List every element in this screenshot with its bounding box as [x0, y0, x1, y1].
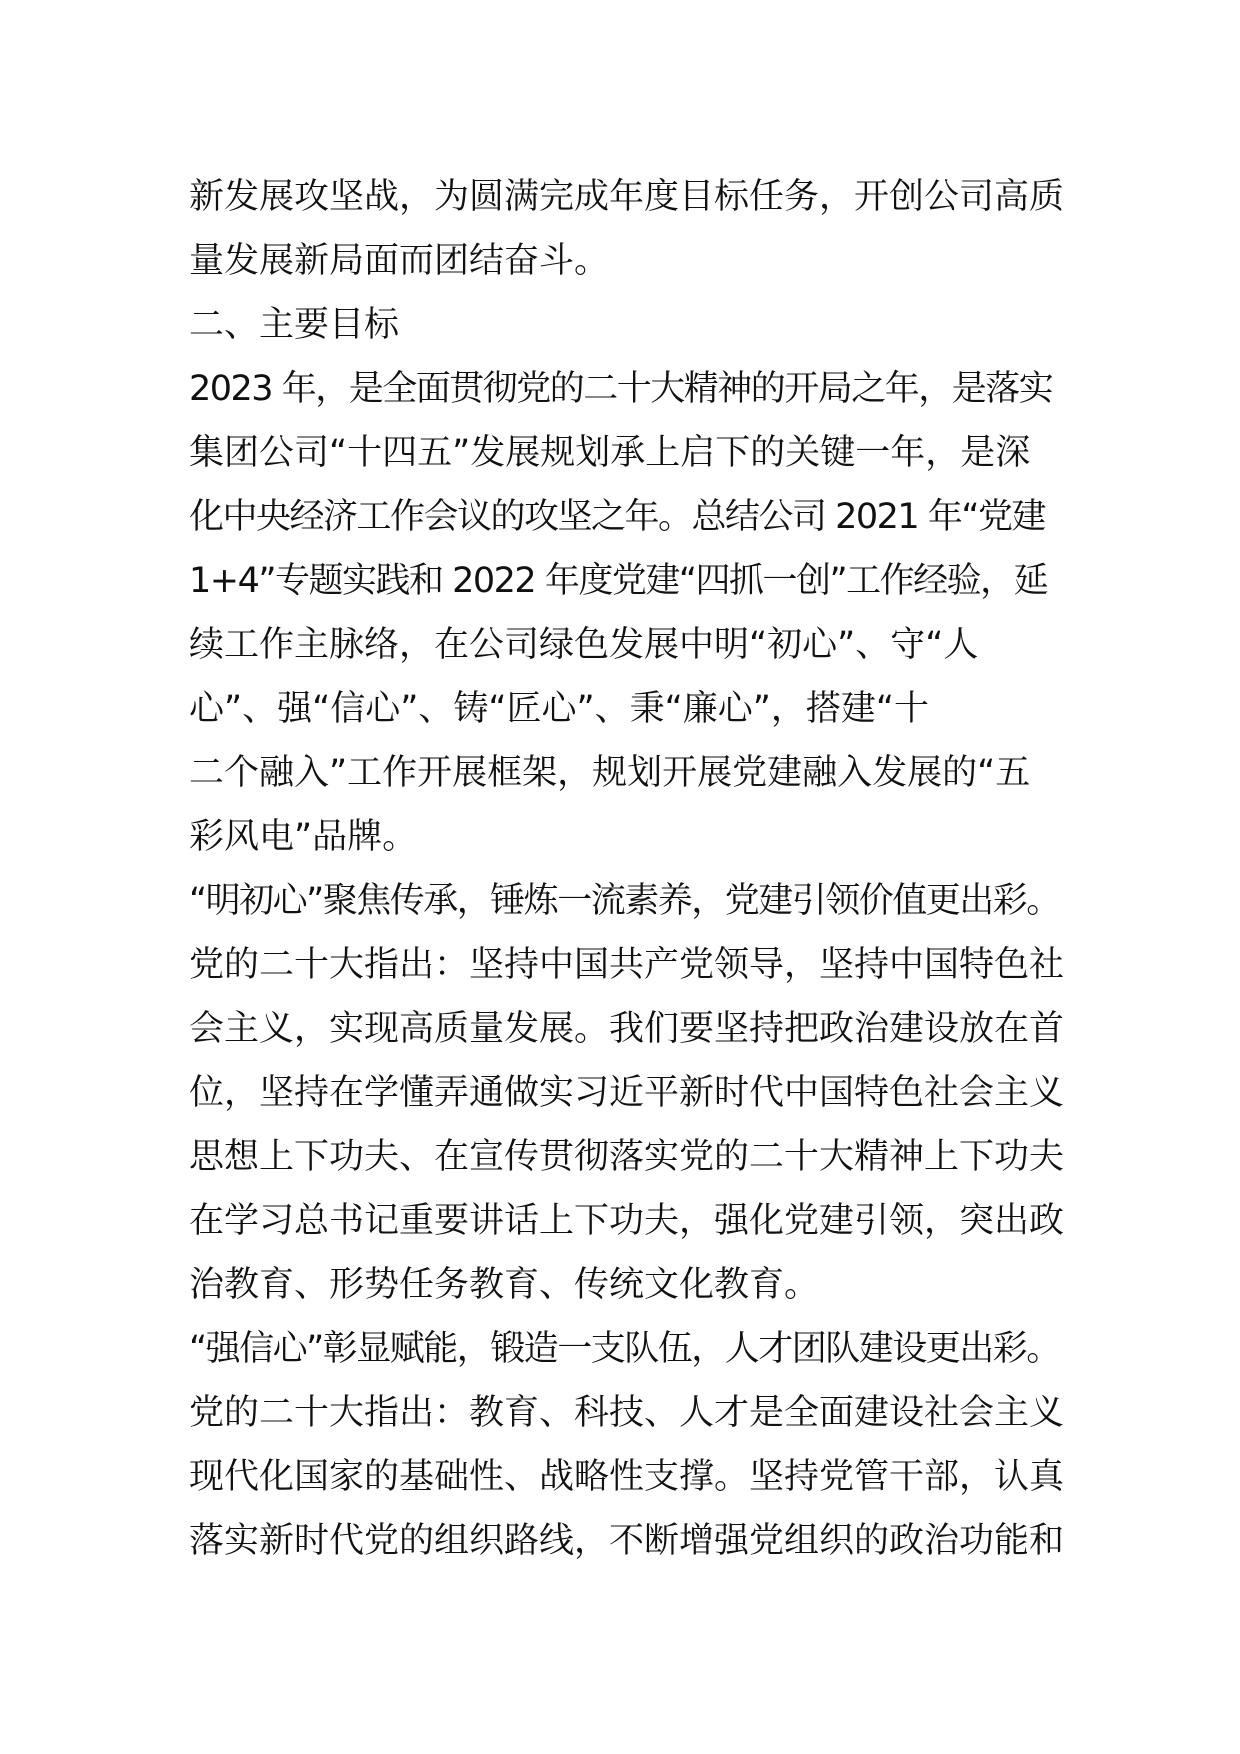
text-line-13: 党的二十大指出：坚持中国共产党领导，坚持中国特色社: [189, 945, 1065, 985]
text-line-12: “明初心”聚焦传承，锤炼一流素养，党建引领价值更出彩。: [189, 881, 1060, 921]
text-line-20: 党的二十大指出：教育、科技、人才是全面建设社会主义: [189, 1393, 1065, 1433]
text-line-4: 2023 年，是全面贯彻党的二十大精神的开局之年，是落实: [189, 369, 1053, 409]
text-line-7: 1+4”专题实践和 2022 年度党建“四抓一创”工作经验，延: [189, 561, 1048, 601]
body-text: [189, 165, 1069, 1573]
text-line-11: 彩风电”品牌。: [189, 817, 418, 857]
text-line-15: 位，坚持在学懂弄通做实习近平新时代中国特色社会主义: [189, 1073, 1065, 1113]
text-line-1: 新发展攻坚战，为圆满完成年度目标任务，开创公司高质: [189, 177, 1065, 217]
text-line-18: 治教育、形势任务教育、传统文化教育。: [189, 1265, 820, 1305]
text-line-16: 思想上下功夫、在宣传贯彻落实党的二十大精神上下功夫: [189, 1137, 1065, 1177]
text-line-14: 会主义，实现高质量发展。我们要坚持把政治建设放在首: [189, 1009, 1065, 1049]
text-line-2: 量发展新局面而团结奋斗。: [189, 241, 610, 281]
text-line-19: “强信心”彰显赋能，锻造一支队伍，人才团队建设更出彩。: [189, 1329, 1060, 1369]
text-line-8: 续工作主脉络，在公司绿色发展中明“初心”、守“人: [189, 625, 979, 665]
text-line-6: 化中央经济工作会议的攻坚之年。总结公司 2021 年“党建: [189, 497, 1045, 537]
text-line-17: 在学习总书记重要讲话上下功夫，强化党建引领，突出政: [189, 1201, 1065, 1241]
text-line-22: 落实新时代党的组织路线，不断增强党组织的政治功能和: [189, 1521, 1065, 1561]
text-line-10: 二个融入”工作开展框架，规划开展党建融入发展的“五: [189, 753, 1031, 793]
section-heading: 二、主要目标: [189, 305, 400, 345]
text-line-21: 现代化国家的基础性、战略性支撑。坚持党管干部，认真: [189, 1457, 1065, 1497]
text-line-9: 心”、强“信心”、铸“匠心”、秉“廉心”，搭建“十: [189, 689, 930, 729]
text-line-5: 集团公司“十四五”发展规划承上启下的关键一年，是深: [189, 433, 1031, 473]
